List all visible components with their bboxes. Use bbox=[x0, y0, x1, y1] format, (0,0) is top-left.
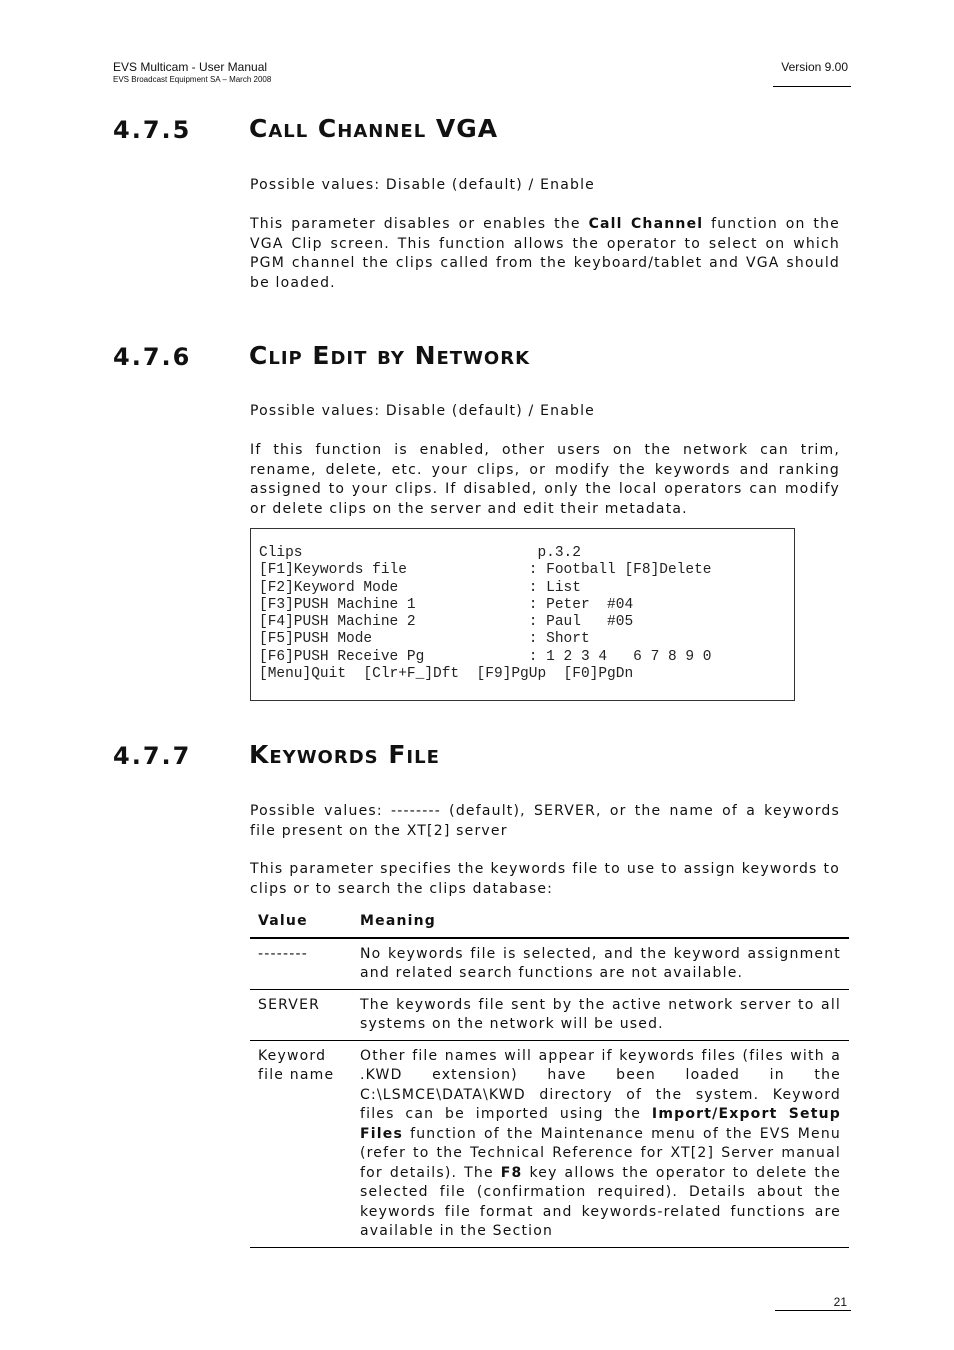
header-subtitle: EVS Broadcast Equipment SA – March 2008 bbox=[113, 75, 272, 84]
meaning-text: key allows the operator to delete the selected file (confirmation required). Details about the keywords file format and keywords-related functions are available in the Section bbox=[360, 1164, 841, 1239]
cell-value: SERVER bbox=[250, 989, 352, 1040]
screen-line: [Menu]Quit [Clr+F_]Dft [F9]PgUp [F0]PgDn bbox=[259, 666, 634, 683]
meaning-text: function of the Maintenance menu of the EVS Menu (refer to the Technical Reference for XT[2] Server manual for details). The bbox=[360, 1125, 841, 1181]
cell-value: Keyword file name bbox=[250, 1040, 352, 1247]
screen-line: [F4]PUSH Machine 2 : Paul #05 bbox=[259, 614, 634, 631]
screen-text bbox=[259, 545, 711, 683]
screen-line: [F3]PUSH Machine 1 : Peter #04 bbox=[259, 596, 634, 613]
cell-value: -------- bbox=[250, 938, 352, 990]
header-version: Version 9.00 bbox=[781, 60, 848, 74]
section-title: Keywords File bbox=[249, 740, 440, 769]
footer-rule bbox=[775, 1310, 851, 1311]
table-row bbox=[250, 938, 849, 990]
keywords-table bbox=[250, 908, 849, 1248]
header-rule bbox=[773, 86, 851, 87]
section-description: This parameter specifies the keywords file to use to assign keywords to clips or to search the clips database: bbox=[250, 861, 840, 897]
section-title: Call Channel VGA bbox=[249, 114, 499, 143]
screen-line: [F1]Keywords file : Football [F8]Delete bbox=[259, 562, 712, 579]
meaning-bold-key: F8 bbox=[500, 1164, 523, 1181]
screen-line: [F6]PUSH Receive Pg : 1 2 3 4 6 7 8 9 0 bbox=[259, 648, 712, 665]
section-number: 4.7.5 bbox=[113, 116, 192, 144]
section-description: If this function is enabled, other users on the network can trim, rename, delete, etc. your clips, or modify the keywords and ranking assigned to your clips. If disabled, only the local operators can modify or delete clips on the server and edit their metadata. bbox=[250, 442, 840, 517]
meaning-text: Other file names will appear if keywords files (files with a .KWD extension) have been loaded in the C:\LSMCE\DATA\KWD directory of the system. Keyword files can be imported using the bbox=[360, 1047, 841, 1122]
section-number: 4.7.7 bbox=[113, 742, 192, 770]
cell-meaning bbox=[352, 1040, 849, 1247]
desc-bold-term: Call Channel bbox=[588, 216, 704, 232]
cell-meaning: No keywords file is selected, and the keyword assignment and related search functions are not available. bbox=[352, 938, 849, 990]
meaning-bold-term: Import/Export Setup Files bbox=[360, 1106, 841, 1142]
section-number: 4.7.6 bbox=[113, 343, 192, 371]
section-description bbox=[250, 215, 840, 293]
desc-text: function on the VGA Clip screen. This function allows the operator to select on which PGM channel the clips called from the keyboard/tablet and VGA should be loaded. bbox=[250, 216, 840, 291]
column-header-value: Value bbox=[250, 908, 352, 938]
screen-line: [F5]PUSH Mode : Short bbox=[259, 631, 590, 648]
section-title: Clip Edit by Network bbox=[249, 341, 531, 370]
page-number: 21 bbox=[833, 1295, 847, 1309]
possible-values: Possible values: Disable (default) / Enable bbox=[250, 177, 595, 193]
possible-values: Possible values: Disable (default) / Enable bbox=[250, 403, 595, 419]
cell-meaning: The keywords file sent by the active network server to all systems on the network will be used. bbox=[352, 989, 849, 1040]
possible-values: Possible values: -------- (default), SERVER, or the name of a keywords file present on the XT[2] server bbox=[250, 803, 840, 839]
table-row bbox=[250, 989, 849, 1040]
table-row bbox=[250, 1040, 849, 1247]
column-header-meaning: Meaning bbox=[352, 908, 849, 938]
screen-capture-box bbox=[250, 528, 795, 701]
screen-line: [F2]Keyword Mode : List bbox=[259, 579, 581, 596]
desc-text: This parameter disables or enables the bbox=[250, 216, 589, 232]
table-header-row bbox=[250, 908, 849, 938]
screen-line: Clips p.3.2 bbox=[259, 545, 581, 561]
header-title: EVS Multicam - User Manual bbox=[113, 60, 268, 74]
